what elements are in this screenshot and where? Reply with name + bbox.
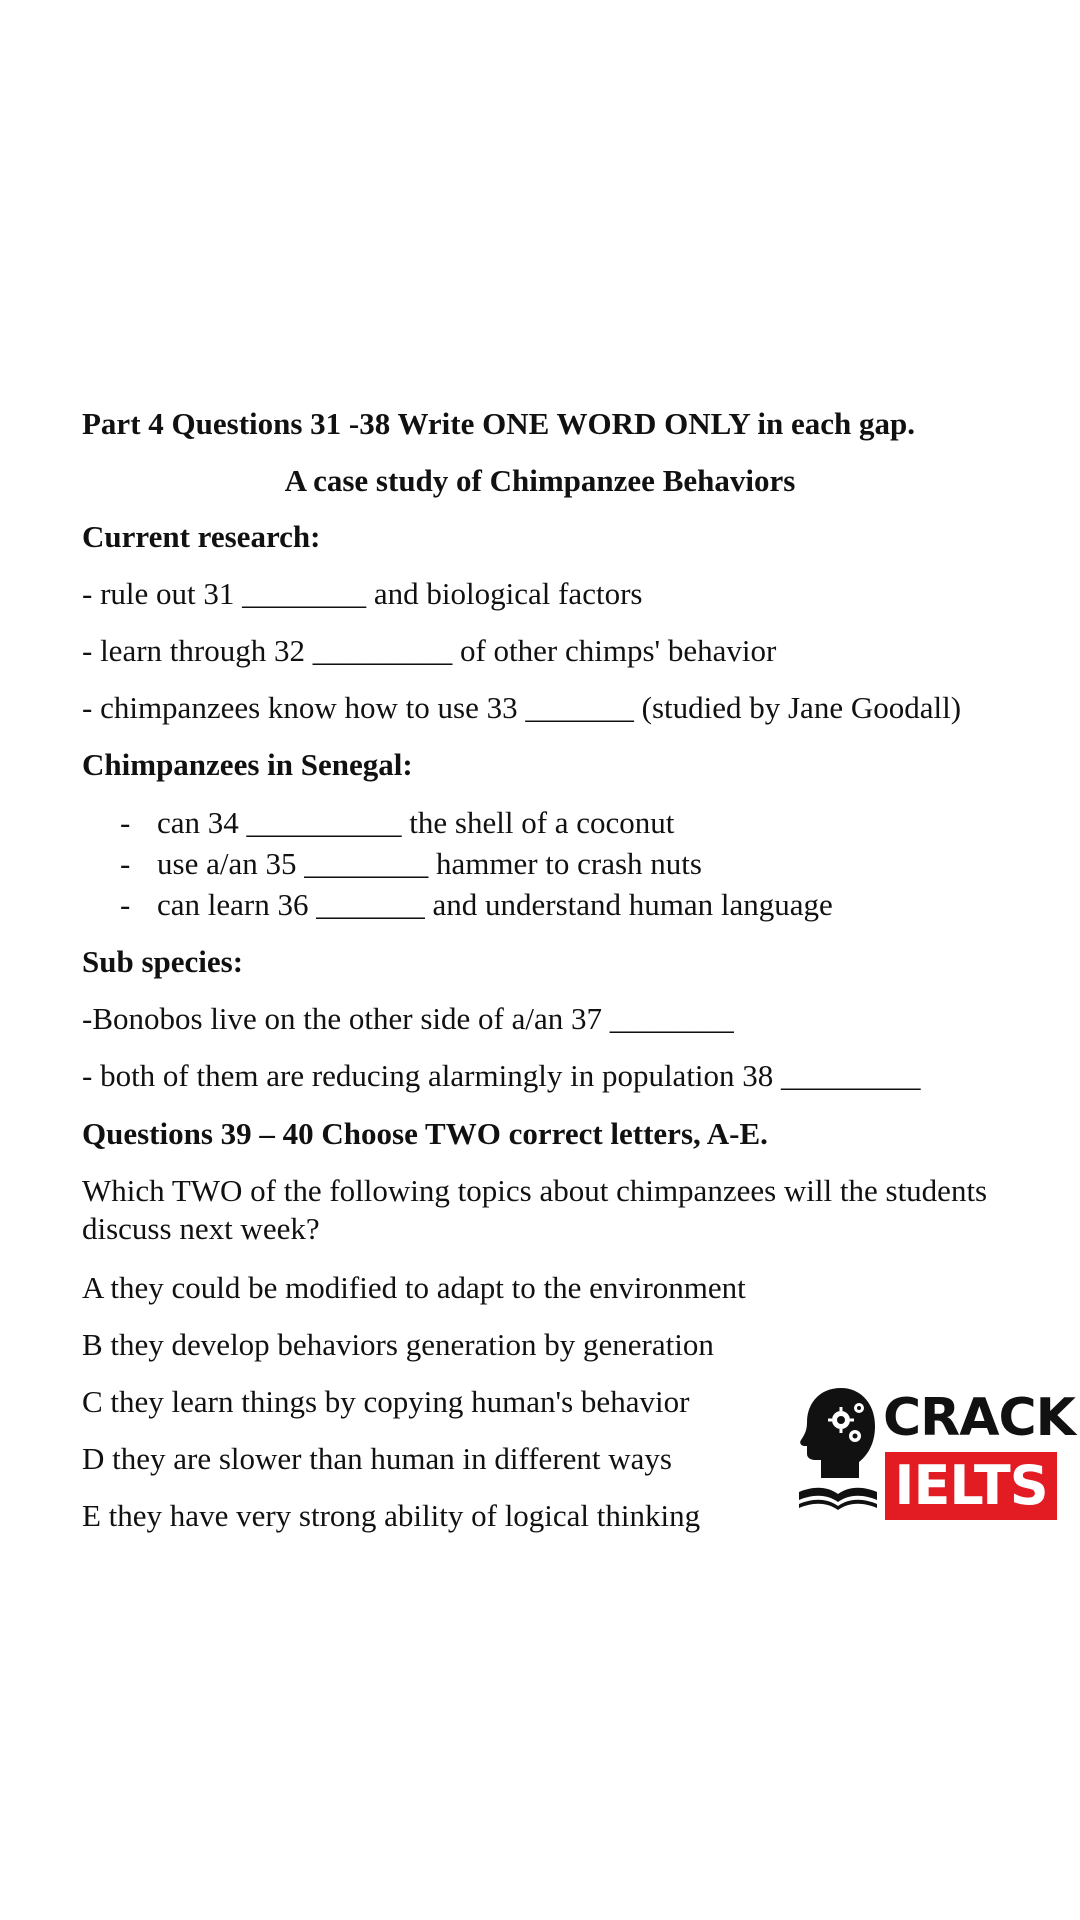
page-heading: Part 4 Questions 31 -38 Write ONE WORD ONLY in each gap. (82, 406, 916, 441)
bullet-text: can learn 36 _______ and understand human language (157, 887, 833, 922)
question-33: - chimpanzees know how to use 33 _______ (studied by Jane Goodall) (82, 690, 962, 725)
section-heading-senegal: Chimpanzees in Senegal: (82, 747, 413, 782)
logo-ielts-badge (885, 1452, 1057, 1520)
page-title: A case study of Chimpanzee Behaviors (284, 463, 796, 498)
logo-text-crack: CRACK (883, 1388, 1075, 1448)
option-c: C they learn things by copying human's behavior (82, 1384, 690, 1419)
question-34 (120, 804, 1020, 842)
option-e: E they have very strong ability of logical thinking (82, 1498, 701, 1533)
option-a: A they could be modified to adapt to the environment (82, 1270, 746, 1305)
question-31: - rule out 31 ________ and biological factors (82, 576, 643, 611)
bullet-dash: - (120, 846, 131, 881)
section-heading-current-research: Current research: (82, 519, 321, 554)
question-38: - both of them are reducing alarmingly in population 38 _________ (82, 1058, 921, 1093)
bullet-text: can 34 __________ the shell of a coconut (157, 805, 675, 840)
bullet-dash: - (120, 805, 131, 840)
bullet-dash: - (120, 887, 131, 922)
option-d: D they are slower than human in different ways (82, 1441, 672, 1476)
option-b: B they develop behaviors generation by generation (82, 1327, 714, 1362)
crack-ielts-logo (797, 1380, 1075, 1520)
question-32: - learn through 32 _________ of other chimps' behavior (82, 633, 777, 668)
question-36 (120, 886, 1020, 924)
head-gears-book-icon (797, 1380, 879, 1520)
mcq-heading: Questions 39 – 40 Choose TWO correct letters, A-E. (82, 1116, 768, 1151)
question-37: -Bonobos live on the other side of a/an 37 ________ (82, 1001, 734, 1036)
bullet-text: use a/an 35 ________ hammer to crash nuts (157, 846, 702, 881)
mcq-question: Which TWO of the following topics about chimpanzees will the students discuss next week? (82, 1173, 988, 1246)
question-35 (120, 845, 1020, 883)
logo-text-ielts: IELTS (894, 1454, 1048, 1517)
section-heading-sub-species: Sub species: (82, 944, 244, 979)
